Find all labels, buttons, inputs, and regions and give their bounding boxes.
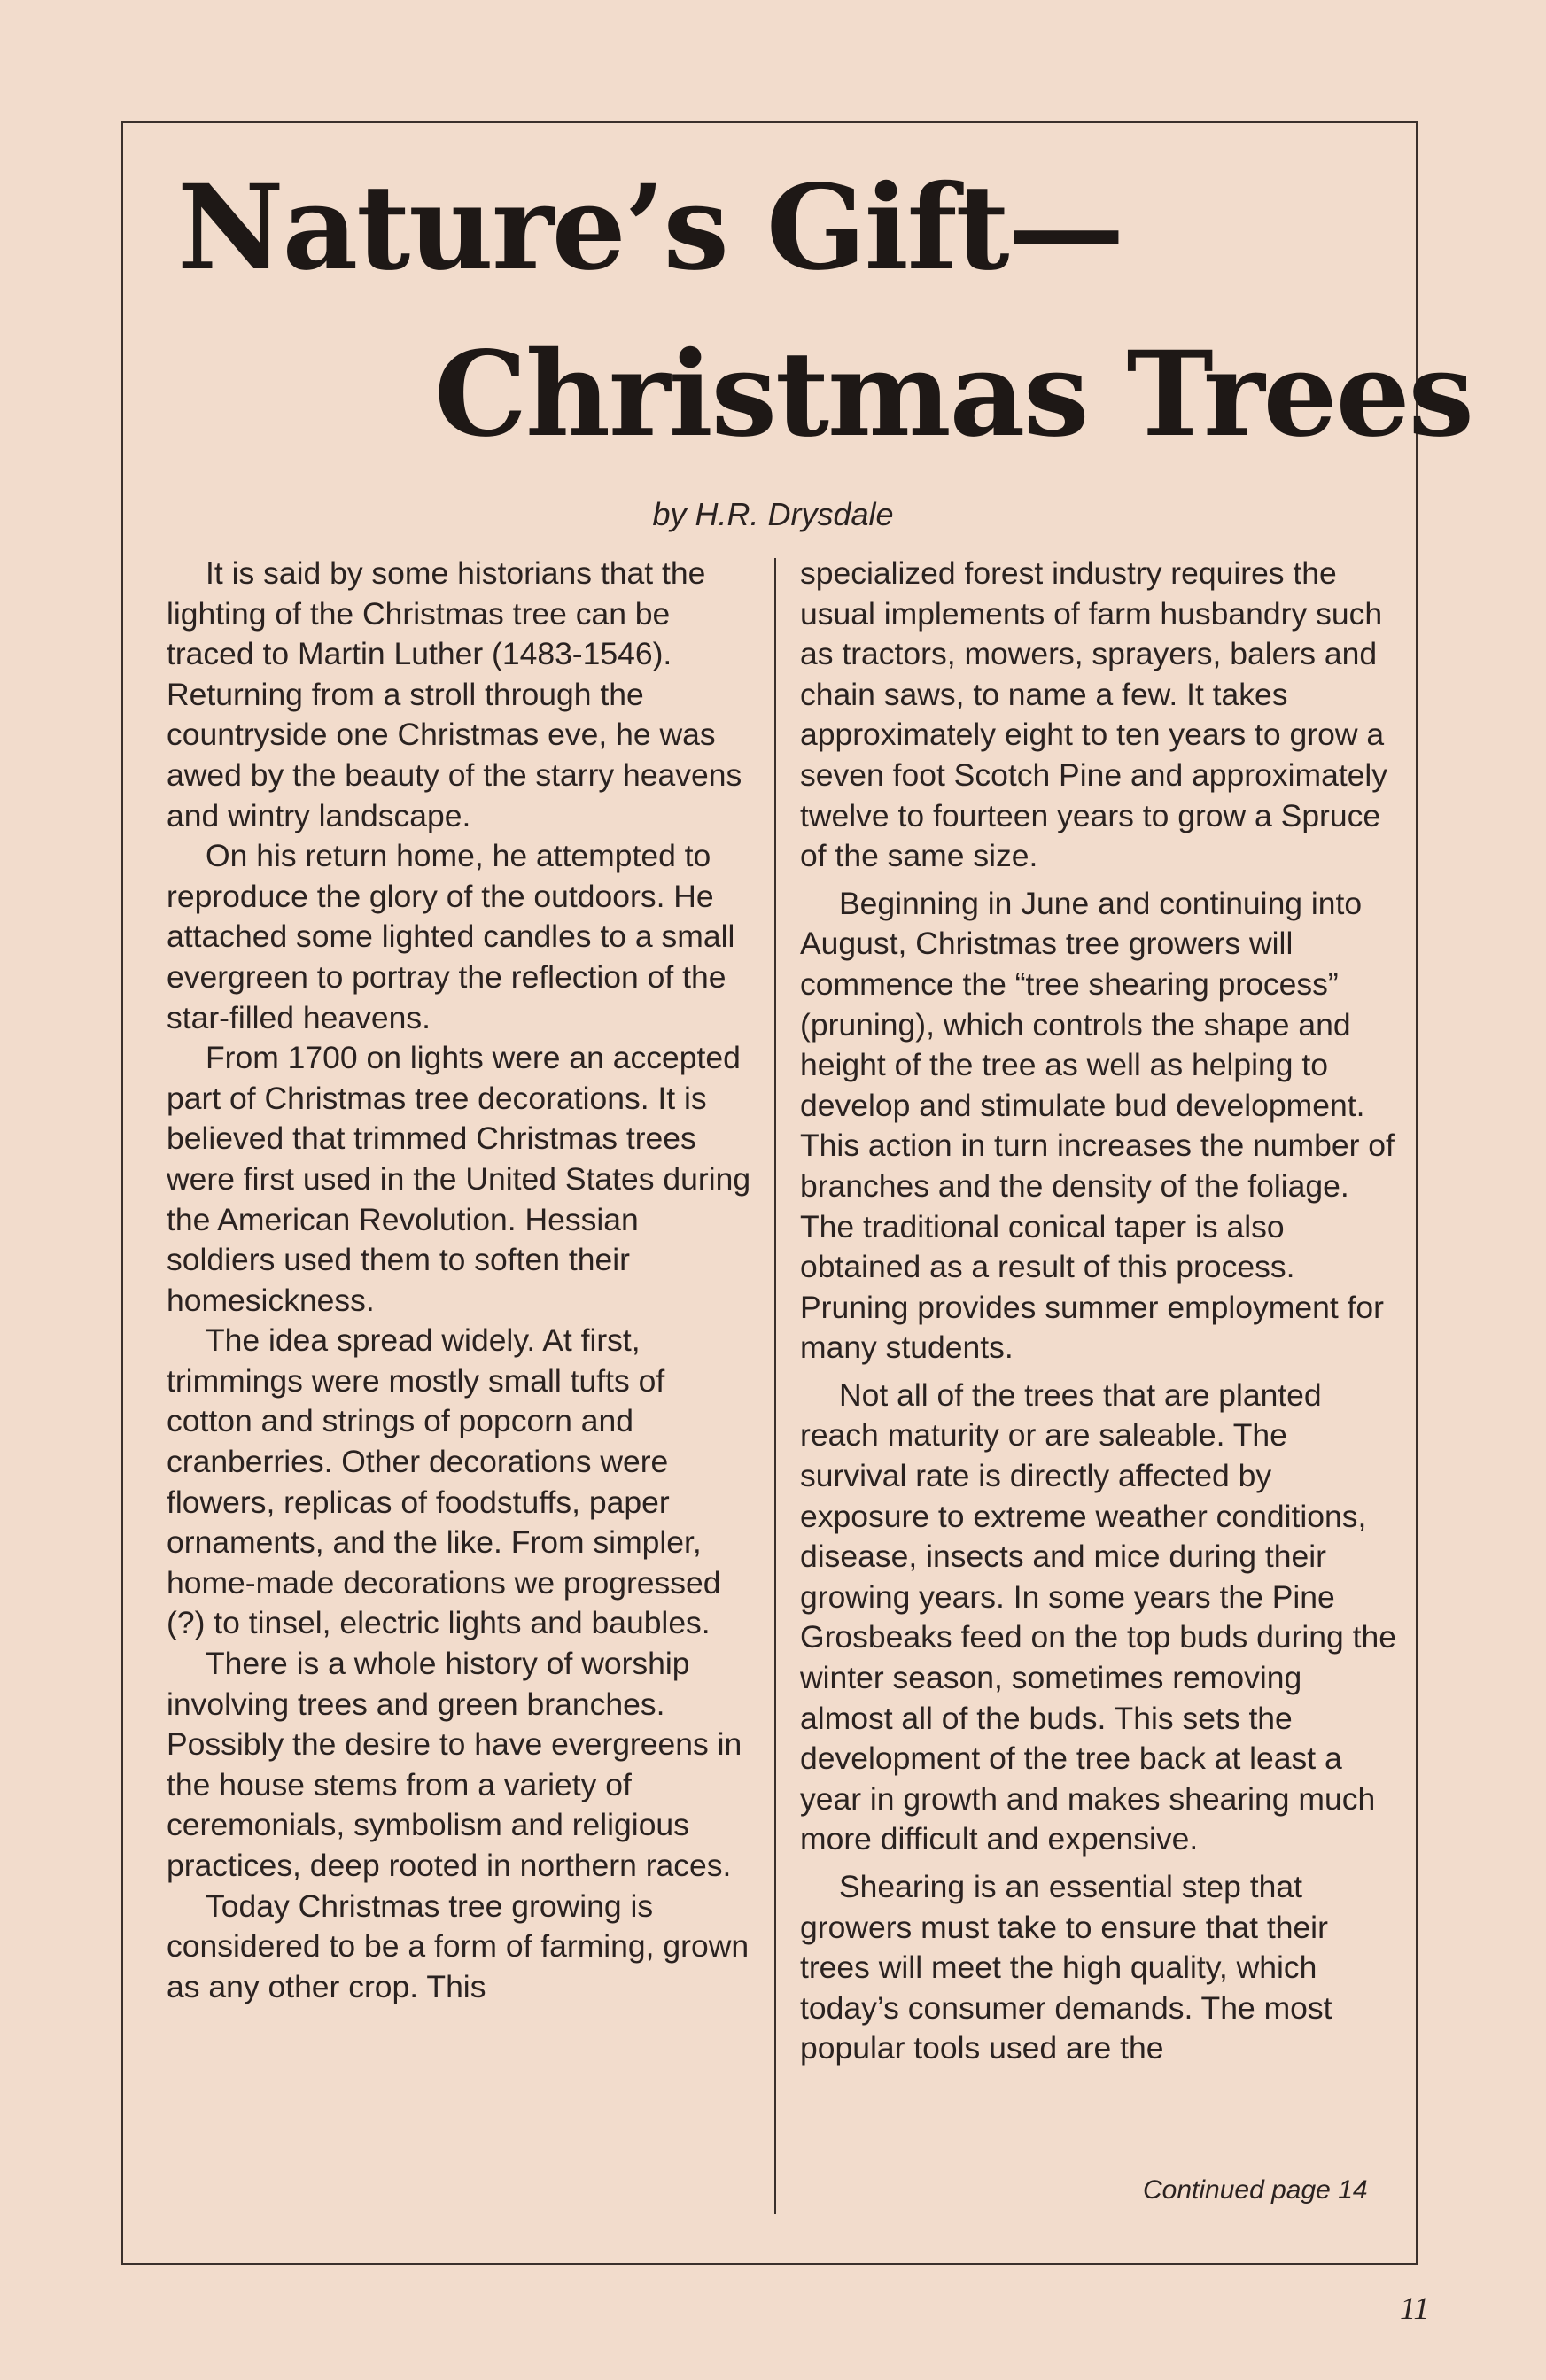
paragraph: The idea spread widely. At first, trimmings were mostly small tufts of cotton and strings of popcorn and cranberries. Other decorations were flowers, replicas of foodstuffs, paper ornaments, and the like. From simpler, home-made decorations we progressed (?) to tinsel, electric lights and baubles.	[167, 1322, 721, 1641]
column-divider	[774, 558, 776, 2214]
paragraph: Beginning in June and continuing into August, Christmas tree growers will commence the “tree shearing process” (pruning), which controls the shape and height of the tree as well as helping to develop and stimulate bud development. This action in turn increases the number of branches and the density of the foliage. The traditional conical taper is also obtained as a result of this process. Pruning provides summer employment for many students.	[800, 885, 1395, 1366]
paragraph: Not all of the trees that are planted reach maturity or are saleable. The survival rate is directly affected by exposure to extreme weather conditions, disease, insects and mice during their growing years. In some years the Pine Grosbeaks feed on the top buds during the winter season, sometimes removing almost all of the buds. This sets the development of the tree back at least a year in growth and makes shearing much more difficult and expensive.	[800, 1376, 1396, 1857]
continued-note: Continued page 14	[1143, 2175, 1368, 2205]
left-column	[167, 554, 751, 2007]
paragraph: There is a whole history of worship involving trees and green branches. Possibly the desire to have evergreens in the house stems from a variety of ceremonials, symbolism and religious practices, deep rooted in northern races.	[167, 1646, 742, 1883]
paragraph: On his return home, he attempted to reproduce the glory of the outdoors. He attached some lighted candles to a small evergreen to portray the reflection of the star-filled heavens.	[167, 838, 735, 1035]
article-title-line-2: Christmas Trees	[434, 326, 1472, 463]
right-column	[800, 554, 1402, 2069]
paragraph: It is said by some historians that the lighting of the Christmas tree can be traced to Martin Luther (1483-1546). Returning from a stroll through the countryside one Christmas eve, he was awed by the beauty of the starry heavens and wintry landscape.	[167, 555, 742, 833]
byline: by H.R. Drysdale	[652, 496, 894, 532]
paragraph: From 1700 on lights were an accepted part of Christmas tree decorations. It is believed that trimmed Christmas trees were first used in the United States during the American Revolution. Hessian soldiers used them to soften their homesickness.	[167, 1040, 751, 1318]
paragraph: Shearing is an essential step that growers must take to ensure that their trees will meet the high quality, which today’s consumer demands. The most popular tools used are the	[800, 1869, 1332, 2066]
article-title-line-1: Nature’s Gift—	[177, 159, 1123, 297]
paragraph: Today Christmas tree growing is considered to be a form of farming, grown as any other crop. This	[167, 1888, 750, 2004]
paragraph: specialized forest industry requires the usual implements of farm husbandry such as tractors, mowers, sprayers, balers and chain saws, to name a few. It takes approximately eight to ten years to grow a seven foot Scotch Pine and approximately twelve to fourteen years to grow a Spruce of the same size.	[800, 555, 1388, 874]
page-number: 11	[1400, 2291, 1430, 2326]
